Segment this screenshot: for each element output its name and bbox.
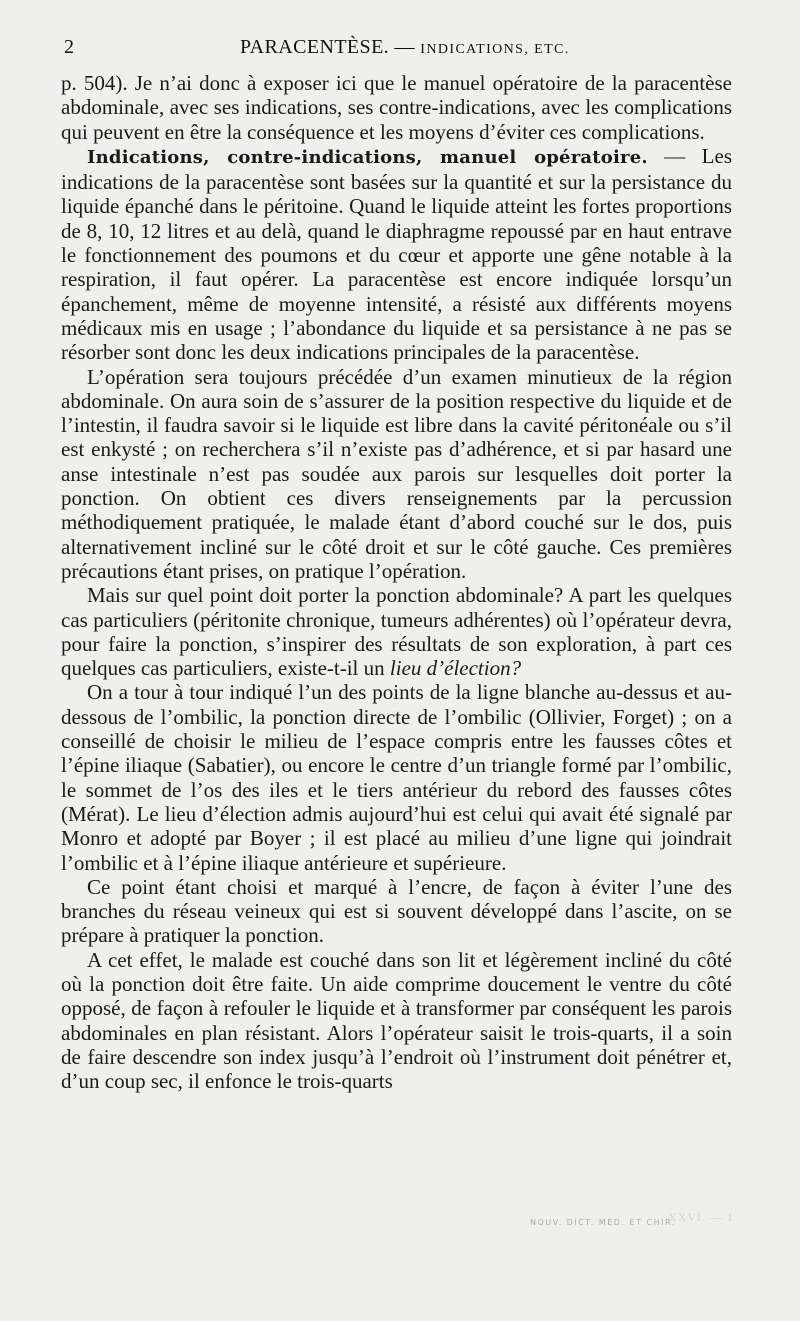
paragraph-2-text: — Les indications de la paracentèse sont basées sur la quantité et sur la persistance du liquide épanché dans le péritoine. Quand le liquide atteint les fortes proportions de 8, 10, 12 litres et au delà, quand le diaphragme repoussé par en haut entrave le fonctionnement des poumons et du cœur et apporte une gêne notable à la respiration, il faut opérer. La paracentèse est encore indiquée lorsqu’un épanchement, même de moyenne intensité, a résisté aux différents moyens médicaux mis en usage ; l’abondance du liquide et sa persistance à ne pas se résorber sont donc les deux indications principales de la paracentèse. bbox=[61, 143, 732, 365]
paragraph-3: L’opération sera toujours précédée d’un examen minutieux de la région abdominale. On aura soin de s’assurer de la position respective du liquide et de l’intestin, il faudra savoir si le liquide est libre dans la cavité péritonéale ou s’il est enkysté ; on recherchera s’il n’existe pas d’adhérence, et si par hasard une anse intestinale n’est pas soudée aux parois sur lesquelles doit porter la ponction. On obtient ces divers renseignements par la percussion méthodiquement pratiquée, le malade étant d’abord couché sur le dos, puis alternativement incliné sur le côté droit et sur le côté gauche. Ces premières précautions étant prises, on pratique l’opération. bbox=[61, 364, 732, 583]
footer-publication: NOUV. DICT. MÉD. ET CHIR. bbox=[530, 1218, 676, 1227]
page-header bbox=[62, 36, 742, 66]
running-head-title: PARACENTÈSE. — bbox=[240, 36, 415, 58]
italic-term: lieu d’élection? bbox=[389, 656, 522, 681]
page-number: 2 bbox=[64, 36, 74, 58]
paragraph-4 bbox=[61, 583, 732, 680]
paragraph-4-text: Mais sur quel point doit porter la ponction abdominale? A part les quelques cas particuliers (péritonite chronique, tumeurs adhérentes) où l’opérateur devra, pour faire la ponction, s’inspirer des résultats de son exploration, à part ces quelques cas particuliers, existe-t-il un bbox=[61, 583, 732, 681]
main-text bbox=[61, 71, 732, 1093]
paragraph-2 bbox=[61, 144, 732, 365]
running-head-subtitle: INDICATIONS, ETC. bbox=[420, 42, 570, 57]
footer-signature: XXVI. — 1 bbox=[668, 1210, 734, 1224]
paragraph-1: p. 504). Je n’ai donc à exposer ici que le manuel opératoire de la paracentèse abdominale, avec ses indications, ses contre-indications, avec les complications qui peuvent en être la conséquence et les moyens d’éviter ces complications. bbox=[61, 71, 732, 144]
paragraph-6: Ce point étant choisi et marqué à l’encre, de façon à éviter l’une des branches du réseau veineux qui est si souvent développé dans l’ascite, on se prépare à pratiquer la ponction. bbox=[61, 874, 732, 948]
section-heading: Indications, contre-indications, manuel opératoire. bbox=[87, 146, 648, 168]
paragraph-7: A cet effet, le malade est couché dans son lit et légèrement incliné du côté où la ponction doit être faite. Un aide comprime doucement le ventre du côté opposé, de façon à refouler le liquide et à transformer par conséquent les parois abdominales en plan résistant. Alors l’opérateur saisit le trois-quarts, il a soin de faire descendre son index jusqu’à l’endroit où l’instrument doit pénétrer et, d’un coup sec, il enfonce le trois-quarts bbox=[61, 947, 732, 1094]
paragraph-5: On a tour à tour indiqué l’un des points de la ligne blanche au-dessus et au-dessous de l’ombilic, la ponction directe de l’ombilic (Ollivier, Forget) ; on a conseillé de choisir le milieu de l’espace compris entre les fausses côtes et l’épine iliaque (Sabatier), ou encore le centre d’un triangle formé par l’ombilic, le sommet de l’os des iles et le tiers antérieur du rebord des fausses côtes (Mérat). Le lieu d’élection admis aujourd’hui est celui qui avait été signalé par Monro et adopté par Boyer ; il est placé au milieu d’une ligne qui joindrait l’ombilic et à l’épine iliaque antérieure et supérieure. bbox=[61, 680, 732, 875]
running-head bbox=[240, 36, 570, 59]
